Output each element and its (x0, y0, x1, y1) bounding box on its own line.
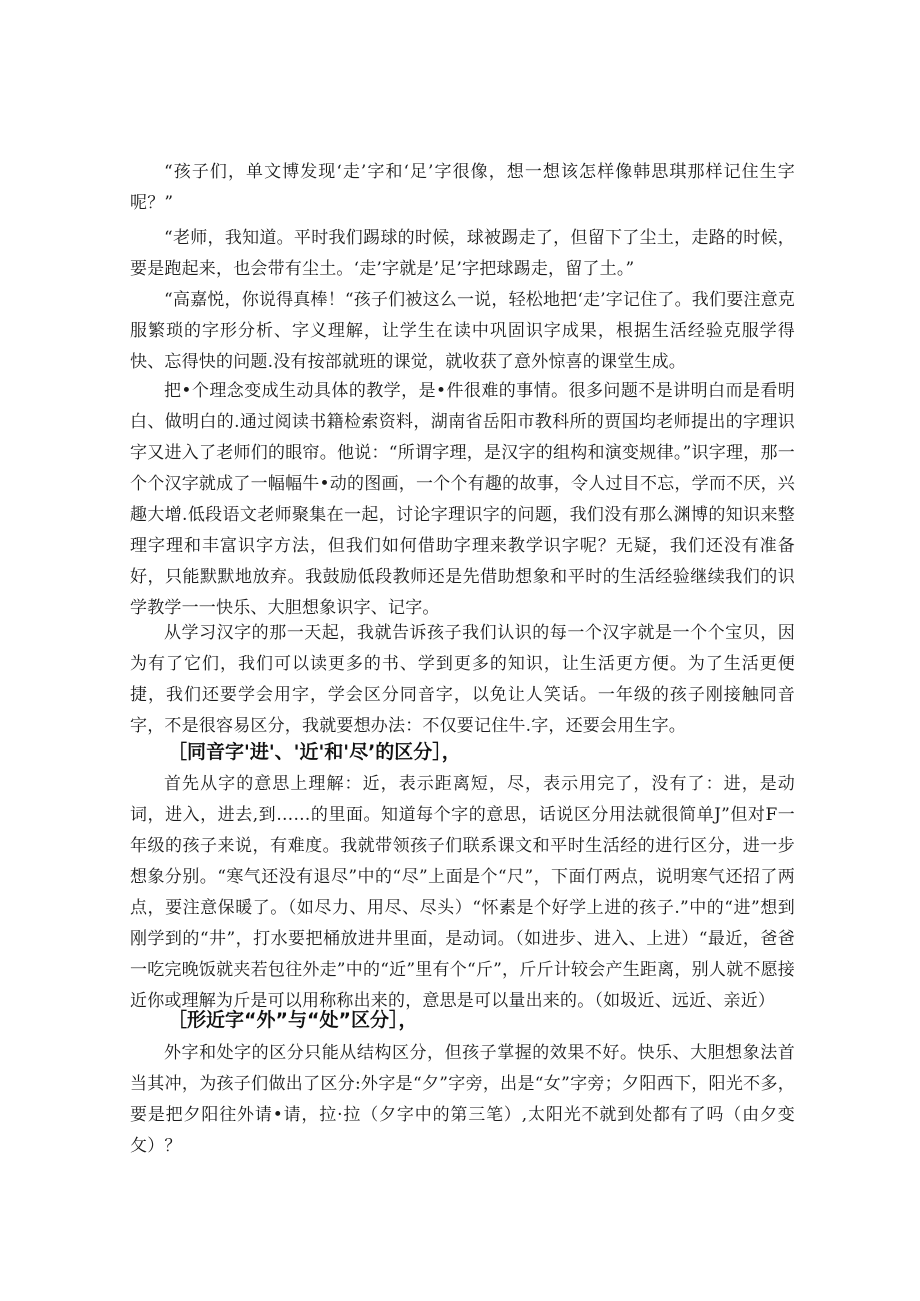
paragraph-2: “老师，我知道。平时我们踢球的时候，球被踢走了，但留下了尘土，走路的时候，要是跑起来，也会带有尘土。‘走’字就是’足’字把球踢走，留了土。” (130, 228, 795, 279)
paragraph-1: “孩子们，单文博发现‘走’字和‘足’字很像，想一想该怎样像韩思琪那样记住生字呢？” (130, 162, 795, 213)
section-heading-similar-characters: ［形近字“外”与“处”区分］， (168, 1009, 418, 1031)
paragraph-4: 把•个理念变成生动具体的教学，是•件很难的事情。很多问题不是讲明白而是看明白、做明白的.通过阅读书籍检索资料，湖南省岳阳市教科所的贾国均老师提出的字理识字又进入了老师们的眼帘。他说：“所谓字理，是汉字的组构和演变规律。”识字理，那一个个汉字就成了一幅幅牛•动的图画，一个个有趣的故事，令人过目不忘，学而不厌，兴趣大增.低段语文老师聚集在一起，讨论字理识字的问题，我们没有那么渊博的知识来整理字理和丰富识字方法，但我们如何借助字理来教学识字呢？无疑，我们还没有准备好，只能默默地放弃。我鼓励低段教师还是先借助想象和平时的生活经验继续我们的识学教学一一快乐、大胆想象识字、记字。 (130, 381, 795, 618)
paragraph-7: 外字和处字的区分只能从结构区分，但孩子掌握的效果不好。快乐、大胆想象法首当其冲，为孩子们做出了区分:外字是“夕”字旁，出是“女”字旁；夕阳西下，阳光不多，要是把夕阳往外请•请，拉·拉（夕字中的第三笔）,太阳光不就到处都有了吗（由夕变攵）？ (130, 1043, 795, 1156)
paragraph-5: 从学习汉字的那一天起，我就告诉孩子我们认识的每一个汉字就是一个个宝贝，因为有了它们，我们可以读更多的书、学到更多的知识，让生活更方便。为了生活更便捷，我们还要学会用字，学会区分同音字，以免让人笑话。一年级的孩子刚接触同音字，不是很容易区分，我就要想办法：不仅要记住牛.字，还要会用生字。 (130, 623, 795, 736)
section-heading-homophones: ［同音字'进'、'近'和'尽’的区分］， (168, 741, 461, 763)
paragraph-6: 首先从字的意思上理解：近，表示距离短，尽，表示用完了，没有了：进，是动词，进入，进去,到……的里面。知道每个字的意思，话说区分用法就很简单J”但对F一年级的孩子来说，有难度。我就带领孩子们联系课文和平时生活经的进行区分，进一步想象分别。“寒气还没有退尽”中的“尽”上面是个“尺”，下面仃两点，说明寒气还招了两点，要注意保暖了。（如尽力、用尽、尽头）“怀素是个好学上进的孩子.”中的“进”想到刚学到的“井”，打水要把桶放进井里面，是动词。（如进步、进入、上进）“最近，爸爸一吃完晚饭就夹若包往外走”中的“近”里有个“斤”，斤斤计较会产生距离，别人就不愿接近你或理解为斤是可以用称称出来的，意思是可以量出来的。（如圾近、远近、亲近） (130, 774, 795, 1011)
paragraph-3: “高嘉悦，你说得真棒！“孩子们被这么一说，轻松地把‘走’字记住了。我们要注意克服繁琐的字形分析、字义理解，让学生在读中巩固识字成果，根据生活经验克服学得快、忘得快的问题.没有按部就班的课觉，就收获了意外惊喜的课堂生成。 (130, 290, 795, 372)
